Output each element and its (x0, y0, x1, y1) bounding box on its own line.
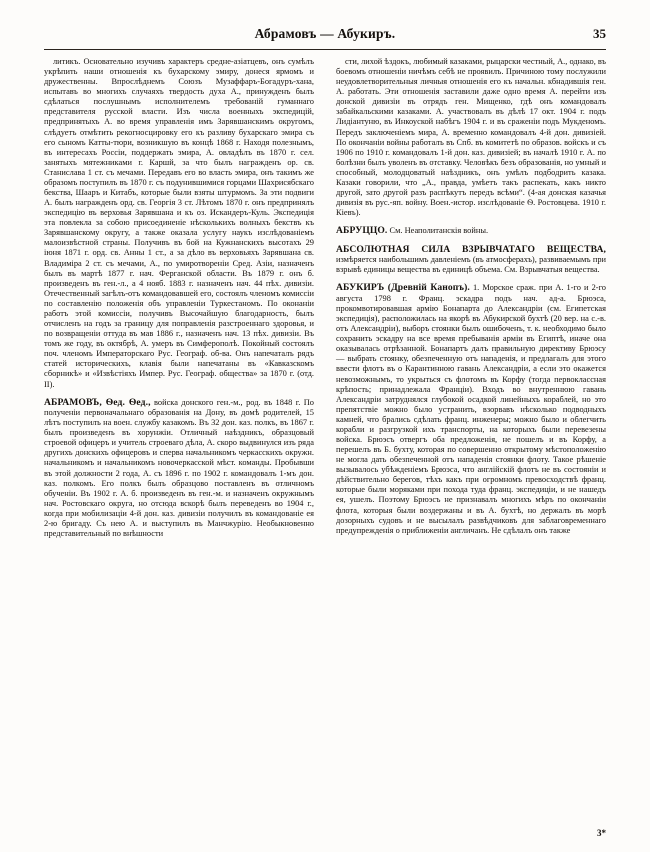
entry-absolute-force (336, 244, 606, 276)
left-column (44, 57, 314, 827)
entry-headword: АБРУЦЦО. (336, 225, 388, 237)
entry-body (44, 397, 314, 540)
paragraph: литикъ. Основательно изучивъ характеръ средне-азіатцевъ, онъ сумѣлъ укрѣпить наши отношенія къ бухарскому эмиру, донеся ярмомъ и дружественны. Впрослѣднемъ Союзъ Музаффаръ-Богадуръ-хана, испытавъ во многихъ случаяхъ твердость духа А., принужденъ былъ сдѣлаться послушнымъ исполнителемъ требованій гуманнаго представителя русской власти. Изъ числа военныхъ экспедицій, предпринятыхъ А. во время управленія имъ Зарявшанскимъ округомъ, слѣдуетъ отмѣтить рекогносцировку его къ разливу бухарскаго эмира съ его сыномъ Катты-тюри, возникшую въ концѣ 1868 г. Находя полезнымъ, въ интересахъ Россіи, поддержать эмира, А. овладѣлъ въ 1870 г. сел. занятыхъ мятежниками г. Каршй, за что былъ награжденъ ор. св. Станислава 1 ст. съ мечами. Передавъ его во власть эмира, онъ такимъ же образомъ поступилъ въ 1870 г. съ подунившимися горцами Шахрисябскаго бекства, Шааръ и Китабъ, которые были взяты штурмомъ. За эти подвиги А. былъ награжденъ орд. св. Георгія 3 ст. Лѣтомъ 1870 г. онъ предпринялъ экспедицію въ верховья Зарявшана и къ оз. Искандеръ-Куль. Экспедиція эта повлекла за собою присоединеніе нѣсколькихъ волныхъ бекствъ къ Зарявшанскому округу, а также оказала услугу наукъ изслѣдованіемъ малоизвѣстной страны. Получивъ въ бой на Кужнанскихъ высотахъ 29 іюня 1871 г. орд. св. Анны 1 ст., а за дѣло въ верховьяхъ Зарявшана св. Владиміра 2 ст. съ мечами, А., по умиротвореніи Сред. Азіи, назначенъ былъ въ мартѣ 1877 г. нач. Ферганской области. Въ 1879 г. онъ б. произведенъ въ ген.-л., а 4 нояб. 1883 г. назначенъ нач. 44 пѣх. дивизіи. Отечественный загѣлъ-отъ командовавшей его, состоялъ членомъ комиссіи по составленію положенія объ управленіи Туркестаномъ. По оконаніи работъ этой комиссіи, получивъ Высочайшую благодарность, былъ отчисленъ на годъ за границу для поправленія разстроеннаго здоровья, и по возвращеніи оттуда въ мав 1886 г., назначенъ нач. 13 пѣх. дивизіи. Въ томъ же году, въ октябрѣ, А. умеръ въ Симферополѣ. Покойный состоялъ поч. членомъ Императорскаго Рус. Географ. об-ва. Онъ напечаталъ рядъ статей историческихъ, клавія были напечатаны въ «Кавказскомъ сборникѣ» и «Извѣстіяхъ Импер. Рус. Географ. общества» за 1870 г. (отд. II). (44, 57, 314, 389)
text-columns (44, 57, 606, 839)
entry-headword: АБРАМОВЪ, Ѳед. Ѳед., (44, 396, 151, 408)
paragraph: сти, лихой ѣздокъ, любимый казаками, рыцарски честный, А., однако, въ боевомъ отношеніи ничѣмъ себѣ не проявилъ. Причиною тому послужили неудовлетворительныя личныя отношенія его къ начальн. кбнадившія ген. А. работать. Эти отношенія заставили даже одно время А. перейти изъ донской дивизіи въ отрядъ ген. Мищенко, гдѣ онъ командовалъ забайкальскими казаками. А. участвовалъ въ дѣлѣ 17 окт. 1904 г. подъ Лидіантуню, въ Инкоуской набѣгъ 1904 г. и въ сраженіи подъ Мукденомъ. Передъ заключеніемъ мира, А. временно командовалъ 4-й дон. дивизіей. По окончаніи войны работалъ въ Спб. въ комитетѣ по образов. войскъ и съ 1906 по 1910 г. командовалъ 1-й дон. каз. дивизіей; въ началѣ 1910 г. А. по болѣзни былъ уволенъ въ отставку. Человѣкъ безъ образованія, но умный и способный, молодцоватый наѣздникъ, онъ умѣлъ подбодрить казака. Казаки говорили, что „А., правда, умѣетъ такъ распекать, какъ никто другой, зато другой разъ распѣкутъ передъ всѣми“. (4-ая донская казачья дивизія въ рус.-яп. войну. Воен.-истор. изслѣдованіе Ѳ. Ростовцева. 1910 г. Кіевъ). (336, 57, 606, 218)
page-number: 35 (593, 26, 606, 41)
entry-text: войска донского ген.-м., род. въ 1848 г. По полученіи первоначальнаго образованія на Дону, въ домѣ родителей, 15 лѣтъ поступилъ на воен. службу казакомъ. Въ 32 дон. каз. полкъ, въ 1867 г. былъ произведенъ въ хорунжіи. Отличный наѣздникъ, образцовый строевой офицеръ и учитель строеваго дѣла, А. скоро выдвинулся изъ ряда другихъ донскихъ офицеровъ и сперва начальникомъ черкасскихъ окружн. начальникомъ и начальникомъ новочеркасской мѣст. команды. Пробывши въ этой должности 2 года, А. съ 1896 г. по 1902 г. командовалъ 1-мъ дон. каз. полкомъ. Его полкъ былъ образцово поставленъ въ отличномъ обученіи. Въ 1902 г. А. б. произведенъ въ ген.-м. и назначенъ окружнымъ нач. Ростовскаго округа, но отсюда вскорѣ былъ переведенъ во 1904 г., когда при мобилизаціи 4-й дон. каз. дивизіи получилъ въ командованіе ея 2-ю бригаду. Съ нею А. и выступилъ въ Манчжурію. Необыкновенно представительный по внѣшности (44, 397, 314, 539)
entry-abruzzo (336, 225, 606, 237)
entry-body (336, 282, 606, 535)
right-column (336, 57, 606, 839)
signature-mark: 3* (597, 828, 606, 839)
page-title: Абрамовъ — Абукиръ. (254, 26, 396, 41)
entry-abukir (336, 282, 606, 535)
entry-body (336, 225, 606, 237)
header-rule (44, 49, 606, 50)
entry-text: 1. Морское сраж. при А. 1-го и 2-го августа 1798 г. Франц. эскадра подъ нач. ад-а. Брюэса, прокомвотировавшая армію Бонапарта до Александріи (см. Египетская экспедиція), расположилась на якорѣ въ Абукирской бухтѣ (20 вер. на с.-в. отъ Александріи), выборъ стоянки былъ ошибоченъ, т. к. необходимо было сохранить эскадру на все время пребыванія арміи въ Египтѣ, иначе она оказывалась отрѣзанной. Бонапартъ далъ правильную директиву Брюэсу — выбрать стоянку, обезпеченную отъ нападенія, и предлагалъ для этого ввести флотъ въ о Карантинною гавань Александріи, а если это окажется невозможнымъ, то укрыться съ флотомъ въ Корфу (тогда первоклассная крѣпость; принадлежала Франціи). Входъ во внутреннюю гавань Александріи затруднялся глубокой осадкой линейныхъ кораблей, но это препятствіе можно было устранить, взорвавъ нѣсколько подводныхъ камней, что брались сдѣлать франц. инженеры; можно было и облегчить корабли и разгрузкой ихъ транспорты, на которыхъ были перевезены войска. Брюэсъ отвергъ оба предложенія, не пошелъ и въ Корфу, а перешелъ въ Б. бухту, которая по совершенно открытому мѣстоположенію не могла дать обезпеченной отъ нападенія стоянки флоту. Такое рѣшеніе вызывалось убѣжденіемъ Брюэса, что англійскій флотъ не въ состояніи и дѣйствительно берегов, тѣхъ какъ при огромномъ превосходствѣ франц. которые были моряками при похода туда франц. экспедиціи, и не нашедъ ея, ушелъ. Поэтому Брюэсъ не признавалъ многихъ мѣръ по окончаніи флота, которыя были воздержаны и въ А. бухтѣ, но держалъ въ морѣ дозорныхъ судовъ и не высылалъ развѣдчиковъ для заблаговременнаго предупрежденія о приближеніи англичанъ. Не сдѣлалъ онъ также (336, 283, 606, 535)
entry-headword: АБУКИРЪ (Древній Канопъ). (336, 282, 470, 294)
page-header (44, 26, 606, 46)
entry-text: измѣряется наибольшимъ давленіемъ (въ атмосферахъ), развиваемымъ при взрывѣ единицы вещества въ единицѣ объема. См. Взрывчатыя вещества. (336, 255, 606, 275)
entry-body (336, 244, 606, 276)
entry-abramov-fedor (44, 397, 314, 540)
entry-text: См. Неаполитанскія войны. (387, 226, 489, 236)
entry-headword: АБСОЛЮТНАЯ СИЛА ВЗРЫВЧАТАГО ВЕЩЕСТВА, (336, 243, 606, 255)
